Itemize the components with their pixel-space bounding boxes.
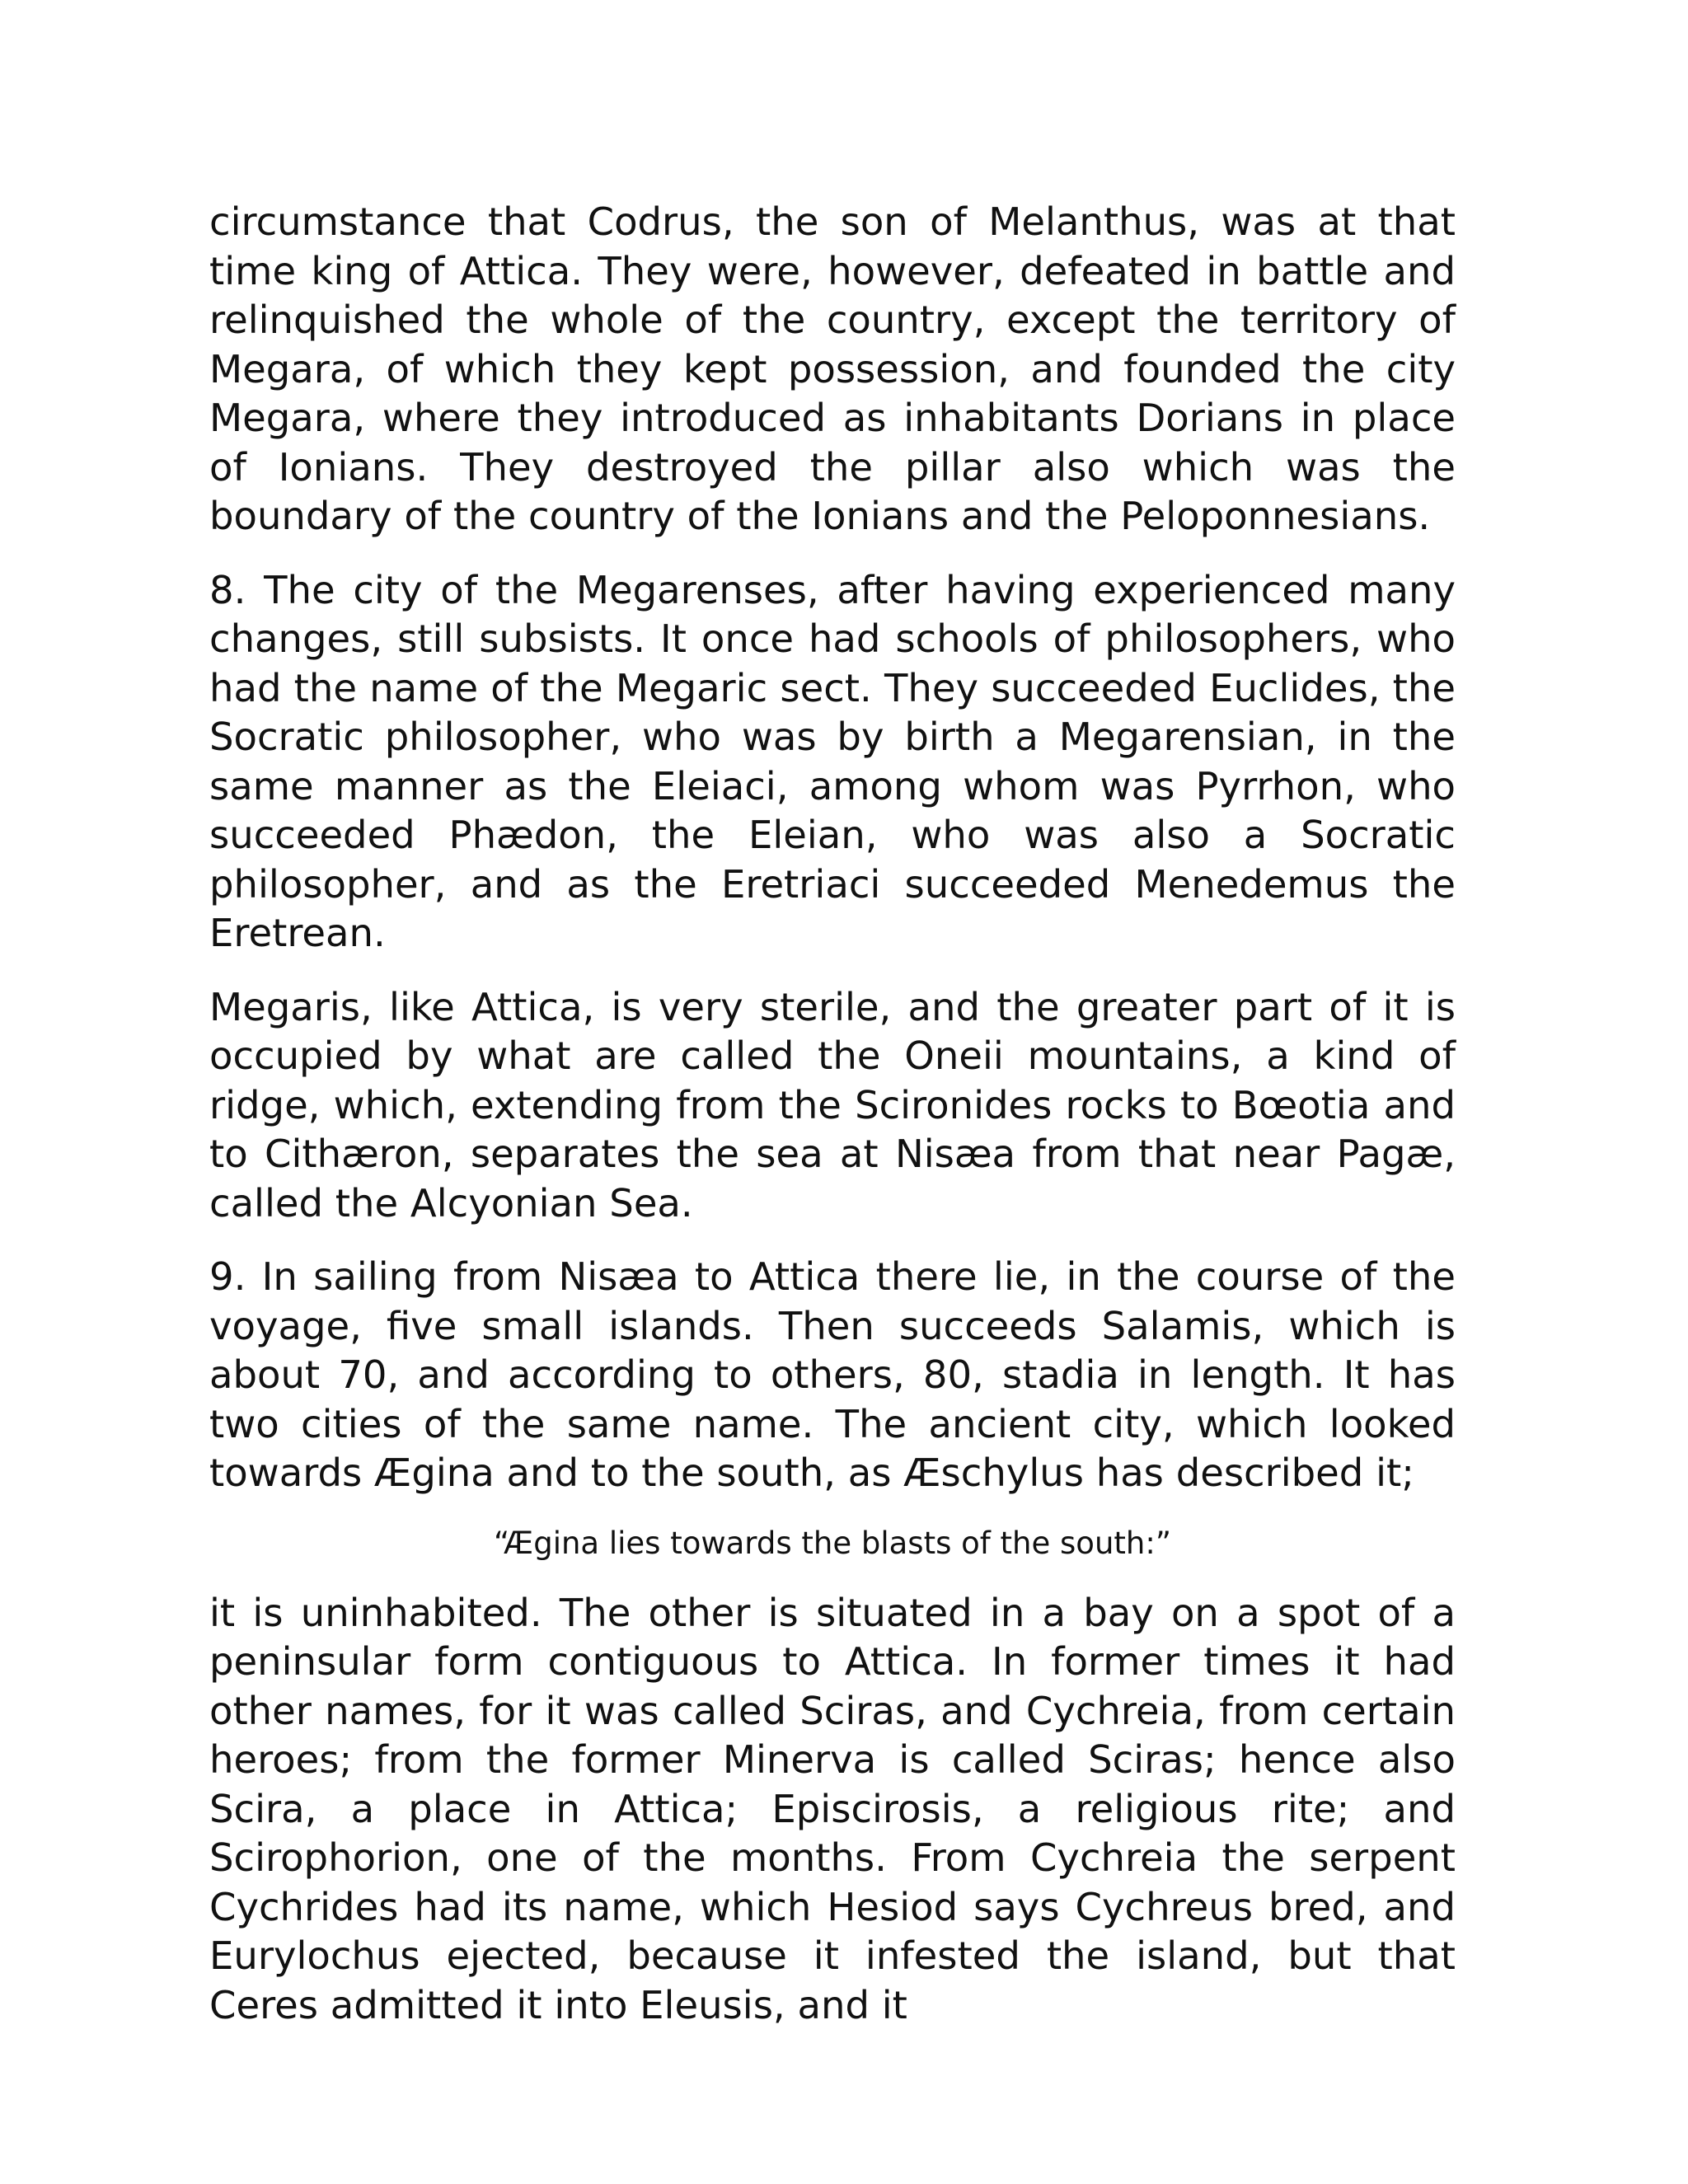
quotation-aegina: “Ægina lies towards the blasts of the south:” bbox=[493, 1525, 1171, 1561]
paragraph-codrus: circumstance that Codrus, the son of Melanthus, was at that time king of Attica. They were, however, defeated in battle and relinquished the whole of the country, except the territory of Megara, of which they kept possession, and founded the city Megara, where they introduced as inhabitants Dorians in place of Ionians. They destroyed the pillar also which was the boundary of the country of the Ionians and the Peloponnesians. bbox=[209, 199, 1456, 538]
body-text bbox=[209, 198, 1456, 2055]
paragraph-megarenses: 8. The city of the Megarenses, after having experienced many changes, still subsists. It once had schools of philosophers, who had the name of the Megaric sect. They succeeded Euclides, the Socratic philosopher, who was by birth a Megarensian, in the same manner as the Eleiaci, among whom was Pyrrhon, who succeeded Phædon, the Eleian, who was also a Socratic philosopher, and as the Eretriaci succeeded Menedemus the Eretrean. bbox=[209, 567, 1456, 955]
paragraph-megaris: Megaris, like Attica, is very sterile, and the greater part of it is occupied by what are called the Oneii mountains, a kind of ridge, which, extending from the Scironides rocks to Bœotia and to Cithæron, separates the sea at Nisæa from that near Pagæ, called the Alcyonian Sea. bbox=[209, 984, 1456, 1226]
paragraph-salamis: 9. In sailing from Nisæa to Attica there lie, in the course of the voyage, five small islands. Then succeeds Salamis, which is about 70, and according to others, 80, stadia in length. It has two cities of the same name. The ancient city, which looked towards Ægina and to the south, as Æschylus has described it; bbox=[209, 1254, 1456, 1495]
paragraph-uninhabited: it is uninhabited. The other is situated in a bay on a spot of a peninsular form contiguous to Attica. In former times it had other names, for it was called Sciras, and Cychreia, from certain heroes; from the former Minerva is called Sciras; hence also Scira, a place in Attica; Episcirosis, a religious rite; and Scirophorion, one of the months. From Cychreia the serpent Cychrides had its name, which Hesiod says Cychreus bred, and Eurylochus ejected, because it infested the island, but that Ceres admitted it into Eleusis, and it bbox=[209, 1590, 1456, 2027]
